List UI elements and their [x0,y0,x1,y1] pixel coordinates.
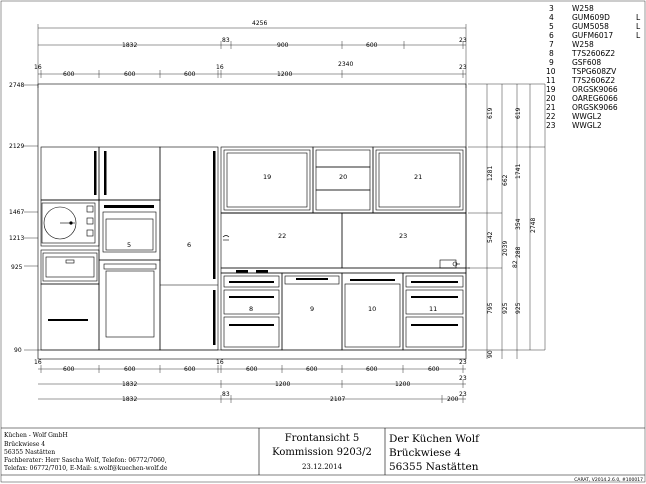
dim-bot-r1-5: 16 [216,359,224,366]
unit-label-8: 8 [249,305,254,313]
dim-bot-r2-2: 1200 [275,381,291,388]
plan-date: 23.12.2014 [301,463,343,471]
dim-top-r3-3: 600 [124,71,136,78]
dim-top-r2-1: 1832 [122,42,138,49]
rdim-795: 795 [487,302,494,314]
dim-top-r2-4: 600 [366,42,378,49]
dim-bot-r3-3: 2107 [330,396,346,403]
legend-no-7: 10 [546,67,556,76]
legend-no-12: 22 [546,112,556,121]
legend-no-2: 5 [549,22,554,31]
dim-bot-r1-2: 600 [63,366,75,373]
legend-code-10: OAREG6066 [572,94,618,103]
bottom-dimensions [34,359,467,403]
dim-top-r3-5: 16 [216,64,224,71]
rdim-2748: 2748 [530,217,537,233]
legend-no-3: 6 [549,31,554,40]
dim-top-r3-1: 16 [34,64,42,71]
rdim-542: 542 [487,231,494,243]
elevation [38,84,470,359]
dim-top-r3-2: 600 [63,71,75,78]
legend-code-2: GUM5058 [572,22,609,31]
legend-no-4: 7 [549,40,554,49]
dim-bot-r2-4: 23 [459,375,467,382]
legend-code-6: GSF608 [572,58,602,67]
customer-line-1: Der Küchen Wolf [389,433,479,445]
dim-bot-r1-9: 600 [428,366,440,373]
level-2129: 2129 [9,143,25,150]
dim-bot-r3-4: 200 [447,396,459,403]
company-line-5: Telefax: 06772/7010, E-Mail: s.wolf@kuechen-wolf.de [4,465,168,472]
view-title: Frontansicht 5 [284,433,360,444]
legend-code-13: WWGL2 [572,121,602,130]
legend-no-11: 21 [546,103,556,112]
dim-bot-r1-1: 16 [34,359,42,366]
dim-bot-r2-1: 1832 [122,381,138,388]
commission-number: Kommission 9203/2 [272,447,372,458]
dim-bot-r1-3: 600 [124,366,136,373]
rdim-925-b: 925 [515,302,522,314]
customer-line-3: 56355 Nastätten [389,461,479,473]
dim-top-r3-6: 1200 [277,71,293,78]
room-outline [38,84,466,359]
unit-label-23: 23 [399,232,408,240]
title-block [1,428,645,483]
legend-hand-3: L [636,31,641,40]
legend-code-9: ORGSK9066 [572,85,618,94]
dim-top-r3-4: 600 [184,71,196,78]
legend-hand-2: L [636,22,641,31]
unit-label-5: 5 [127,241,132,249]
rdim-925-a: 925 [502,302,509,314]
legend-code-7: TSPG608ZV [572,67,617,76]
level-1213: 1213 [9,235,25,242]
legend-code-3: GUFM6017 [572,31,614,40]
legend-code-8: T7S2606Z2 [572,76,616,85]
company-line-3: 56355 Nastätten [4,449,56,456]
dim-top-r2-3: 900 [277,42,289,49]
legend-code-1: GUM609D [572,13,610,22]
wall-panel-22 [221,213,342,268]
unit-label-10: 10 [368,305,377,313]
dim-bot-r3-2: 83 [222,391,230,398]
customer-line-2: Brückwiese 4 [389,447,461,459]
unit-label-11: 11 [429,305,438,313]
unit-label-19: 19 [263,173,272,181]
legend-code-0: W258 [572,4,594,13]
dim-bot-r1-10: 23 [459,359,467,366]
rdim-2039: 2039 [502,240,509,256]
legend-no-13: 23 [546,121,556,130]
dim-bot-r1-8: 600 [366,366,378,373]
company-line-2: Brückwiese 4 [4,441,46,448]
unit-label-6: 6 [187,241,192,249]
dim-bot-r2-3: 1200 [395,381,411,388]
legend-code-11: ORGSK9066 [572,103,618,112]
unit-label-9: 9 [310,305,315,313]
dim-bot-r3-1: 1832 [122,396,138,403]
rdim-1741: 1741 [515,163,522,179]
dim-top-r2-2: 83 [222,37,230,44]
level-1467: 1467 [9,209,25,216]
dim-bot-r1-4: 600 [184,366,196,373]
company-line-1: Küchen - Wolf GmbH [4,432,68,439]
rdim-288: 288 [515,246,522,258]
unit-label-22: 22 [278,232,287,240]
unit-label-20: 20 [339,173,348,181]
legend-no-6: 9 [549,58,554,67]
rdim-1281: 1281 [487,165,494,181]
dim-top-total: 4256 [252,20,268,27]
legend-no-10: 20 [546,94,556,103]
legend-code-12: WWGL2 [572,112,602,121]
height-levels [9,82,38,354]
legend-no-1: 4 [549,13,554,22]
level-925: 925 [11,264,23,271]
rdim-90: 90 [487,350,494,358]
rdim-619-a: 619 [487,107,494,119]
legend-hand-1: L [636,13,641,22]
dim-top-r3-8: 23 [459,64,467,71]
legend-no-8: 11 [546,76,556,85]
rdim-662: 662 [502,174,509,186]
tall-unit-1-upper [41,147,99,200]
rdim-354: 354 [515,218,522,230]
level-90: 90 [14,347,22,354]
article-legend [546,4,641,130]
right-dimensions [468,84,545,359]
dim-bot-r1-7: 600 [306,366,318,373]
dim-top-r2-5: 23 [459,37,467,44]
rdim-82: 82 [512,260,519,268]
software-version: CARAT, V2014.2.6.0, #100017 [574,478,643,483]
dim-bot-r1-6: 600 [246,366,258,373]
legend-code-5: T7S2606Z2 [572,49,616,58]
tall-unit-2-upper [99,147,160,200]
legend-no-0: 3 [549,4,554,13]
rdim-619-b: 619 [515,107,522,119]
company-line-4: Fachberater: Herr Sascha Wolf, Telefon: 06772/7060, [4,457,167,464]
legend-code-4: W258 [572,40,594,49]
top-dimensions [34,20,467,88]
unit-label-21: 21 [414,173,423,181]
dim-bot-r3-5: 23 [459,391,467,398]
level-2748: 2748 [9,82,25,89]
dim-top-r3-7: 2340 [338,61,354,68]
legend-no-5: 8 [549,49,554,58]
legend-no-9: 19 [546,85,556,94]
